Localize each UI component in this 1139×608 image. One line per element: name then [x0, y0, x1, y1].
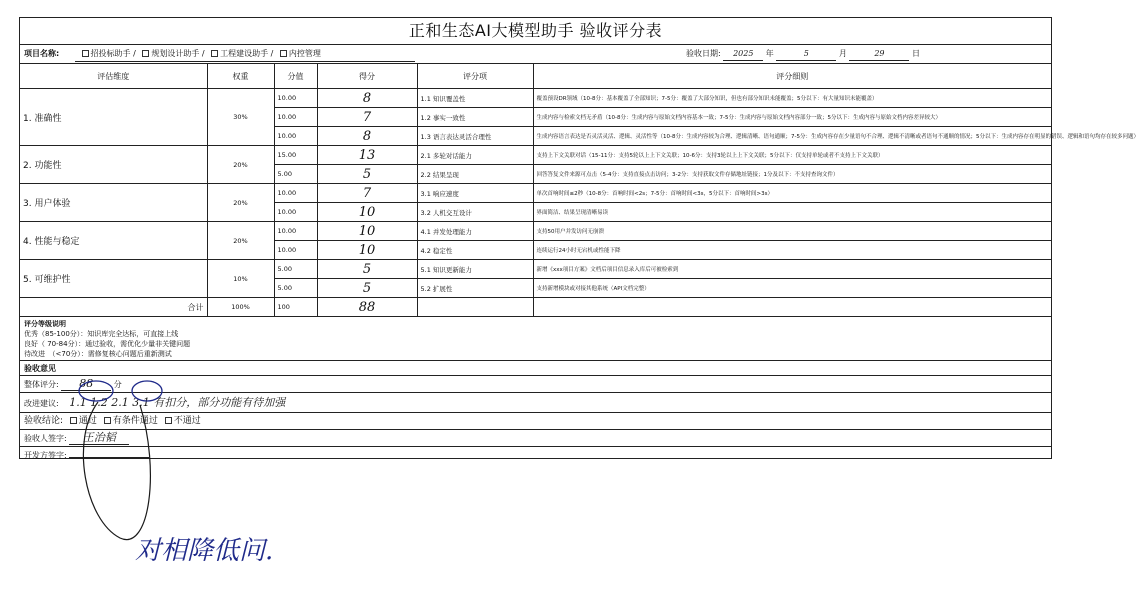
detail-cell: 生成内容语言表达是否灵活灵活、逻辑、灵活性等（10-8分：生成内容较为合理、逻辑清晰、语句通顺；7-5分：生成内容存在少量语句不合理、逻辑不清晰或者语句不通顺的情况；5分以下：生成内容存在明显的错误、逻辑和语句均存在较多问题） — [533, 127, 1051, 146]
signer-label: 验收人签字: — [24, 434, 67, 443]
weight-cell: 20% — [207, 146, 274, 184]
dimension-cell: 4. 性能与稳定 — [20, 222, 207, 260]
max-score-cell: 10.00 — [274, 108, 317, 127]
max-score-cell: 15.00 — [274, 146, 317, 165]
legend-line: 良好（ 70-84分）：通过验收，需优化少量非关键问题 — [24, 340, 191, 348]
criterion-cell: 3.2 人机交互设计 — [417, 203, 533, 222]
max-score-cell: 5.00 — [274, 165, 317, 184]
detail-cell: 覆盖预设DR领域（10-8分：基本覆盖了全部知识；7-5分：覆盖了大部分知识，但也有部分知识未能覆盖；5分以下：有大量知识未能覆盖） — [533, 89, 1051, 108]
detail-cell: 界面简洁、结果呈现清晰易读 — [533, 203, 1051, 222]
detail-cell: 支持50用户并发访问无崩溃 — [533, 222, 1051, 241]
suggest-text[interactable]: 1.1 1.2 2.1 3.1 有扣分，部分功能有待加强 — [69, 396, 286, 409]
opinion-title: 验收意见 — [20, 361, 1051, 376]
conclusion-option: 通过 — [78, 416, 97, 426]
score-cell[interactable]: 5 — [317, 279, 417, 298]
weight-cell: 30% — [207, 89, 274, 146]
total-max: 100 — [274, 298, 317, 317]
score-cell[interactable]: 5 — [317, 165, 417, 184]
criterion-cell: 1.3 语言表达灵活合理性 — [417, 127, 533, 146]
col-header: 得分 — [317, 64, 417, 89]
detail-cell: 新增《xxx项目方案》文档后项目信息录入库后可被检索到 — [533, 260, 1051, 279]
date-label: 验收日期: — [686, 49, 721, 58]
circle-mark — [132, 381, 162, 401]
date-month[interactable]: 5 — [776, 47, 836, 61]
weight-cell: 10% — [207, 260, 274, 298]
max-score-cell: 10.00 — [274, 184, 317, 203]
dimension-cell: 3. 用户体验 — [20, 184, 207, 222]
dimension-cell: 1. 准确性 — [20, 89, 207, 146]
score-cell[interactable]: 5 — [317, 260, 417, 279]
criterion-cell: 2.2 结果呈现 — [417, 165, 533, 184]
col-header: 评分细则 — [533, 64, 1051, 89]
dimension-cell: 2. 功能性 — [20, 146, 207, 184]
detail-cell: 支持上下文关联对话（15-11分：支持5轮以上上下文关联；10-6分：支持3轮以上上下文关联；5分以下：仅支持单轮或者不支持上下文关联） — [533, 146, 1051, 165]
conclusion-label: 验收结论: — [24, 416, 64, 426]
conclusion-option: 有条件通过 — [112, 416, 158, 426]
max-score-cell: 10.00 — [274, 89, 317, 108]
criterion-cell: 1.2 事实一致性 — [417, 108, 533, 127]
year-unit: 年 — [765, 49, 774, 58]
overall-unit: 分 — [113, 380, 122, 389]
detail-cell: 回答答复文件来源可点击（5-4分：支持直接点击访问；3-2分：支持获取文件存储地址链接；1分及以下：不支持查询文件） — [533, 165, 1051, 184]
score-cell[interactable]: 10 — [317, 203, 417, 222]
legend-title: 评分等级说明 — [24, 320, 66, 328]
bottom-handwritten-note: 对相降低问. — [135, 536, 274, 566]
detail-cell: 单次首响时间≤2秒（10-8分：首响时间<2s；7-5分：首响时间<3s，5分以下：首响时间>3s） — [533, 184, 1051, 203]
score-cell[interactable]: 8 — [317, 127, 417, 146]
conclusion-option: 不通过 — [173, 416, 201, 426]
col-header: 评分项 — [417, 64, 533, 89]
score-cell[interactable]: 10 — [317, 222, 417, 241]
total-weight: 100% — [207, 298, 274, 317]
max-score-cell: 5.00 — [274, 279, 317, 298]
legend-line: 待改进 （<70分）：需修复核心问题后重新测试 — [24, 350, 172, 358]
col-header: 分值 — [274, 64, 317, 89]
total-label: 合计 — [20, 298, 207, 317]
col-header: 权重 — [207, 64, 274, 89]
project-option: 规划设计助手 — [151, 49, 200, 58]
score-cell[interactable]: 7 — [317, 184, 417, 203]
score-cell[interactable]: 10 — [317, 241, 417, 260]
date-day[interactable]: 29 — [849, 47, 909, 61]
max-score-cell: 10.00 — [274, 222, 317, 241]
overall-value[interactable]: 88 — [61, 377, 111, 391]
project-list: 招投标助手 / 规划设计助手 / 工程建设助手 / 内控管理 — [75, 47, 415, 62]
weight-cell: 20% — [207, 184, 274, 222]
overall-label: 整体评分: — [24, 380, 59, 389]
detail-cell: 连续运行24小时无宕机或性能下降 — [533, 241, 1051, 260]
date-year[interactable]: 2025 — [723, 47, 763, 61]
score-cell[interactable]: 7 — [317, 108, 417, 127]
signer-signature[interactable]: 王治韬 — [69, 431, 129, 445]
criterion-cell: 4.1 并发处理能力 — [417, 222, 533, 241]
max-score-cell: 5.00 — [274, 260, 317, 279]
detail-cell: 支持新增模块或对接其他系统（API文档完整） — [533, 279, 1051, 298]
project-option: 工程建设助手 — [220, 49, 269, 58]
dev-label: 开发方签字: — [24, 451, 67, 460]
criterion-cell: 5.1 知识更新能力 — [417, 260, 533, 279]
max-score-cell: 10.00 — [274, 241, 317, 260]
max-score-cell: 10.00 — [274, 127, 317, 146]
criterion-cell: 3.1 响应速度 — [417, 184, 533, 203]
col-header: 评估维度 — [20, 64, 207, 89]
criterion-cell: 4.2 稳定性 — [417, 241, 533, 260]
form-title: 正和生态AI大模型助手 验收评分表 — [20, 18, 1051, 45]
criterion-cell: 2.1 多轮对话能力 — [417, 146, 533, 165]
detail-cell: 生成内容与检索文档无矛盾（10-8分：生成内容与原始文档内容基本一致；7-5分：生成内容与原始文档内容部分一致；5分以下：生成内容与原始文档内容差异较大） — [533, 108, 1051, 127]
circle-mark — [79, 381, 113, 401]
total-score[interactable]: 88 — [317, 298, 417, 317]
dimension-cell: 5. 可维护性 — [20, 260, 207, 298]
suggest-label: 改进建议: — [24, 399, 59, 408]
max-score-cell: 10.00 — [274, 203, 317, 222]
project-option: 招投标助手 — [90, 49, 131, 58]
ink-stroke — [83, 402, 150, 540]
criterion-cell: 1.1 知识覆盖性 — [417, 89, 533, 108]
day-unit: 日 — [911, 49, 920, 58]
criterion-cell: 5.2 扩展性 — [417, 279, 533, 298]
legend-line: 优秀（85-100分）：知识库完全达标，可直接上线 — [24, 330, 179, 338]
score-cell[interactable]: 13 — [317, 146, 417, 165]
month-unit: 月 — [838, 49, 847, 58]
project-option: 内控管理 — [288, 49, 321, 58]
project-label: 项目名称: — [24, 49, 60, 58]
score-cell[interactable]: 8 — [317, 89, 417, 108]
weight-cell: 20% — [207, 222, 274, 260]
